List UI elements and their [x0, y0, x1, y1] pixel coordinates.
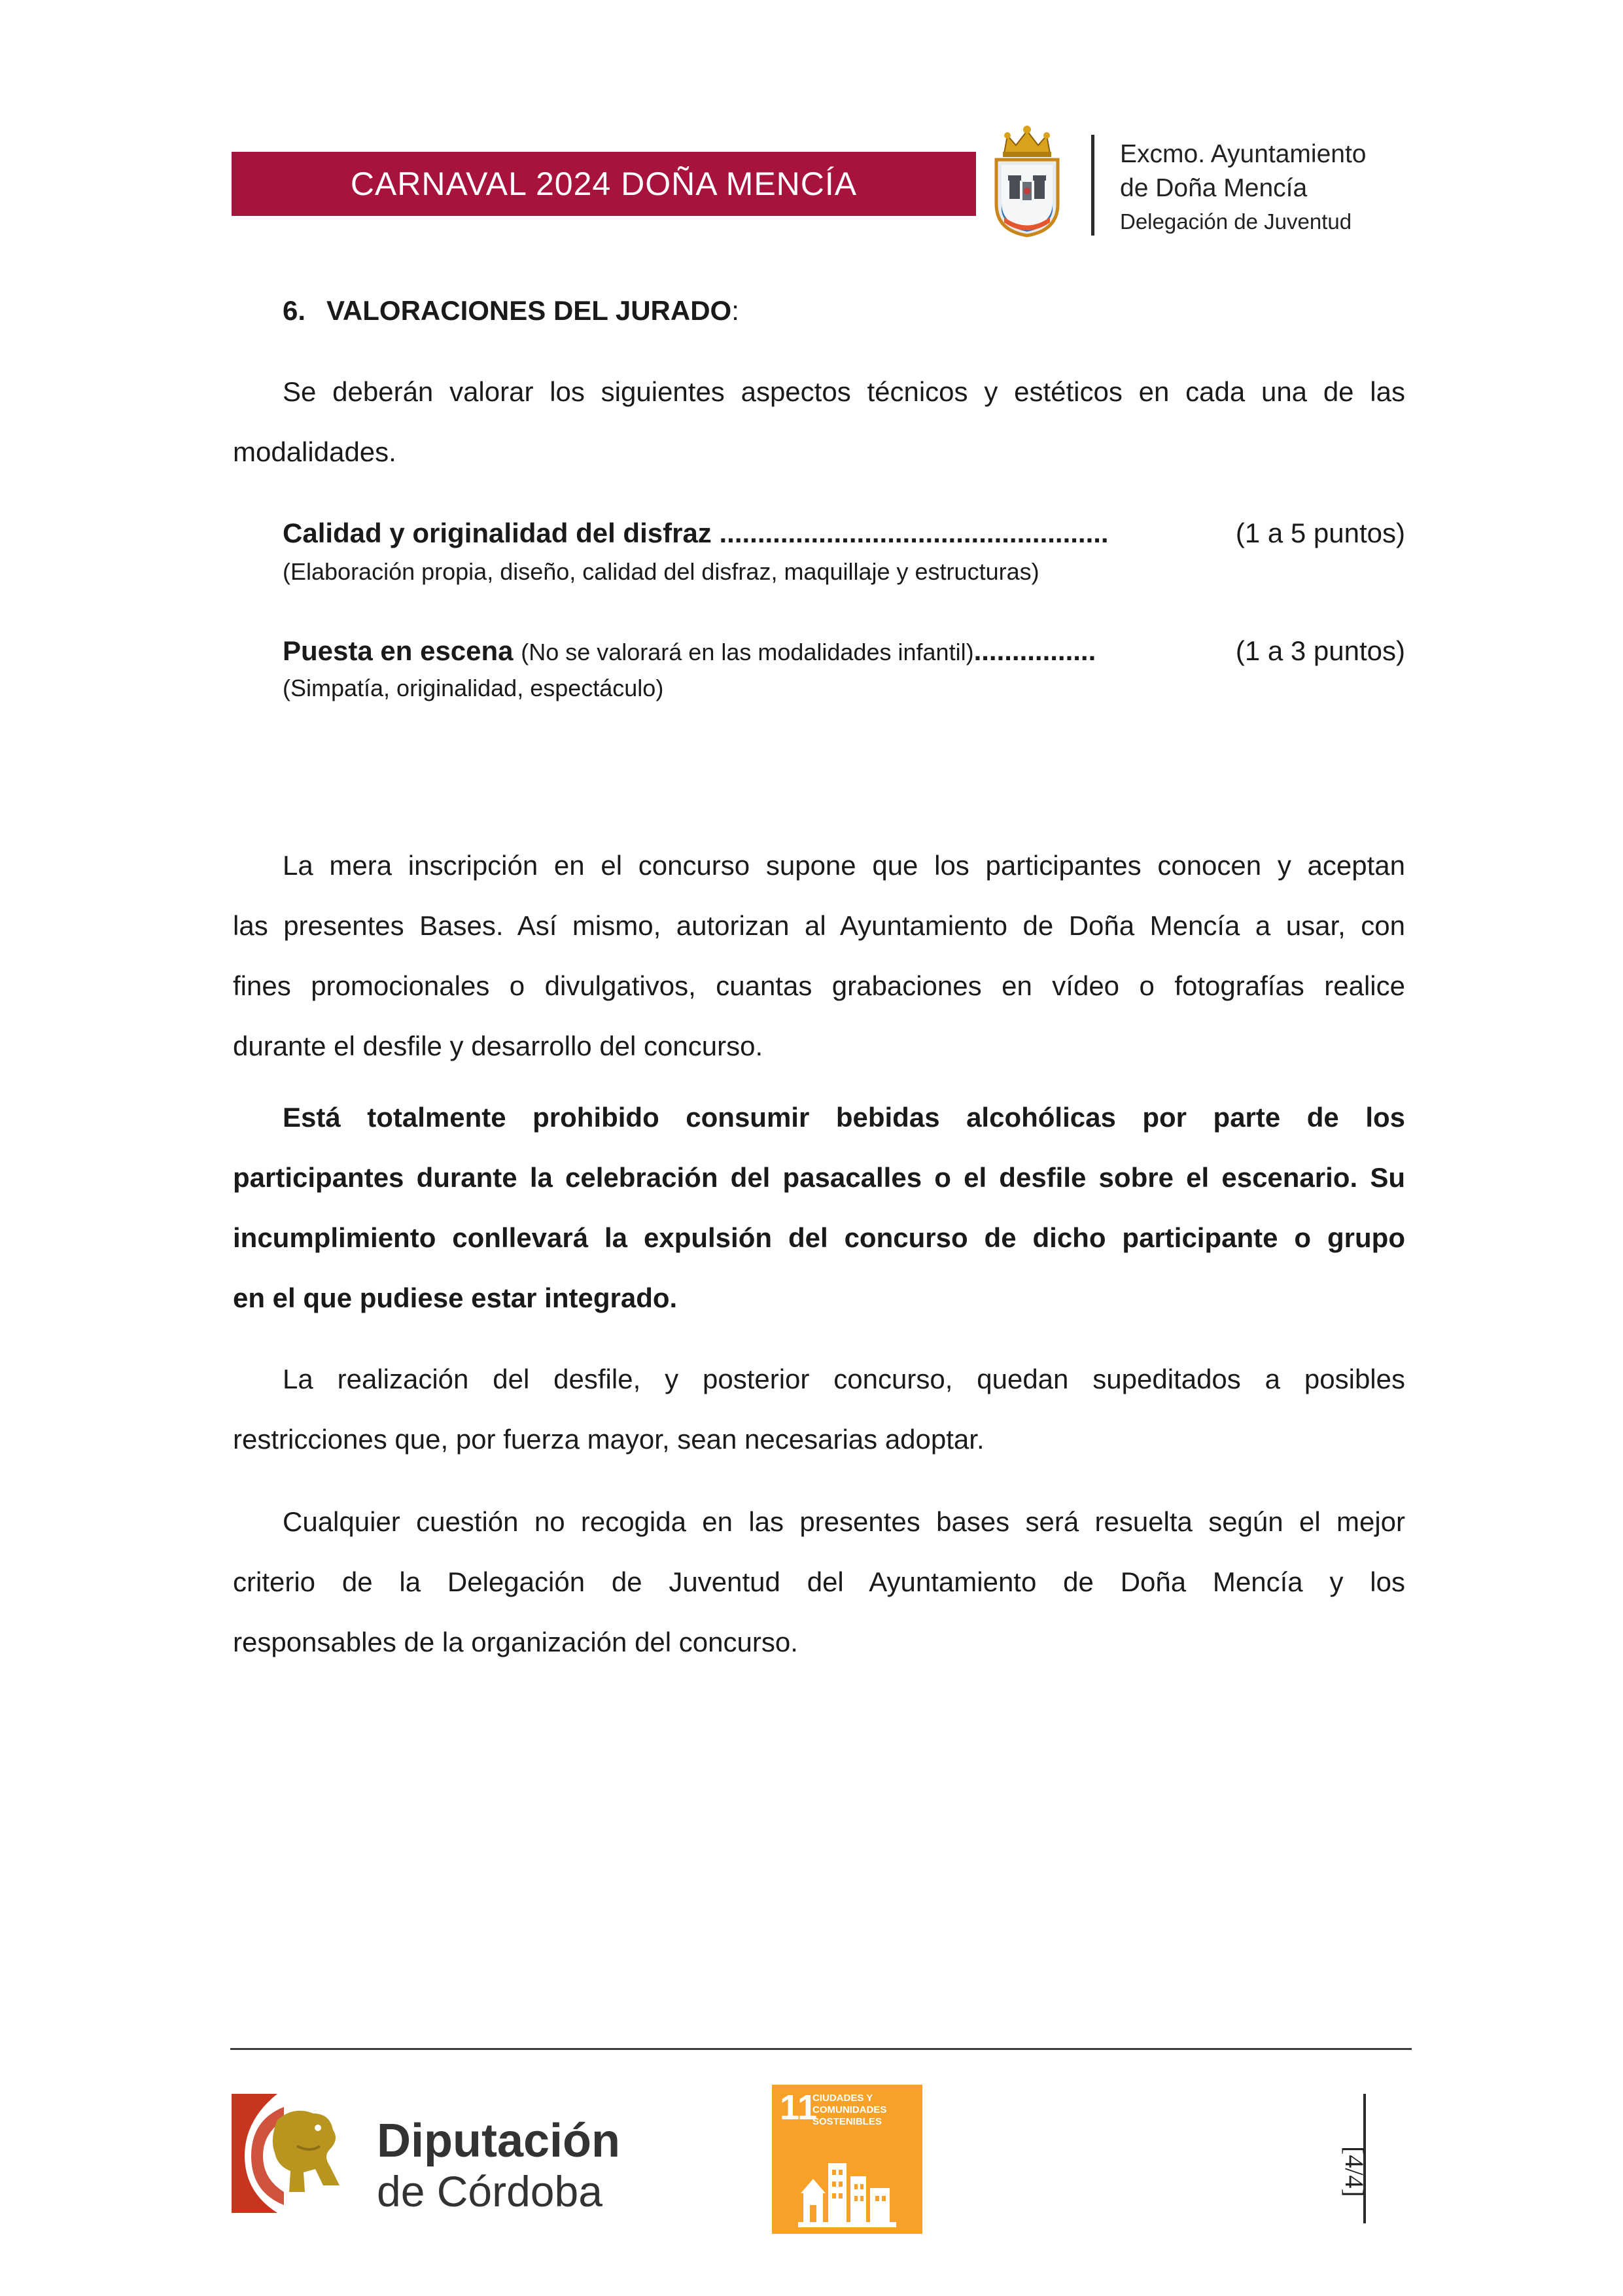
org-name-line1: Excmo. Ayuntamiento — [1120, 140, 1367, 168]
paragraph-alcohol-prohibition — [233, 1087, 1405, 1328]
criterion-1-points: (1 a 5 puntos) — [1235, 518, 1405, 548]
page-number: [4/4] — [1340, 2146, 1369, 2197]
paragraph-line: en el que pudiese estar integrado. — [233, 1282, 678, 1313]
diputacion-name — [377, 2115, 620, 2216]
paragraph-line: La realización del desfile, y posterior concurso, quedan supeditados a posibles — [283, 1364, 1405, 1394]
paragraph-line: restricciones que, por fuerza mayor, sean necesarias adoptar. — [233, 1424, 985, 1455]
criterion-2-name: Puesta en escena — [283, 635, 514, 666]
criterion-2-detail: (Simpatía, originalidad, espectáculo) — [283, 675, 664, 701]
section-title: VALORACIONES DEL JURADO — [326, 295, 732, 326]
criterion-row-1 — [283, 517, 1405, 550]
banner-title: CARNAVAL 2024 DOÑA MENCÍA — [350, 166, 858, 202]
footer-divider — [230, 2048, 1412, 2050]
paragraph-other-questions — [233, 1492, 1405, 1672]
paragraph-line: Está totalmente prohibido consumir bebidas alcohólicas por parte de los — [283, 1102, 1405, 1133]
diputacion-line1: Diputación — [377, 2115, 620, 2167]
diputacion-lion-logo-icon — [232, 2094, 349, 2213]
criterion-2-points: (1 a 3 puntos) — [1235, 635, 1405, 666]
section-number: 6. — [283, 295, 306, 326]
intro-line-2: modalidades. — [233, 436, 396, 467]
paragraph-line: La mera inscripción en el concurso supone que los participantes conocen y aceptan — [283, 850, 1405, 881]
diputacion-line2: de Córdoba — [377, 2167, 602, 2216]
sustainable-cities-icon — [798, 2150, 896, 2227]
sdg-number: 11 — [780, 2088, 818, 2127]
sdg-11-badge — [772, 2085, 922, 2234]
paragraph-line: participantes durante la celebración del pasacalles o el desfile sobre el escenario. Su — [233, 1162, 1405, 1193]
paragraph-line: durante el desfile y desarrollo del concurso. — [233, 1031, 763, 1061]
criterion-2-label — [283, 635, 1096, 669]
criterion-2-note: (No se valorará en las modalidades infantil) — [521, 639, 974, 665]
paragraph-restrictions — [233, 1349, 1405, 1470]
criterion-1-detail: (Elaboración propia, diseño, calidad del disfraz, maquillaje y estructuras) — [283, 558, 1039, 585]
paragraph-line: criterio de la Delegación de Juventud del Ayuntamiento de Doña Mencía y los — [233, 1566, 1405, 1597]
criterion-1-name: Calidad y originalidad del disfraz — [283, 518, 712, 548]
header-separator — [1091, 135, 1094, 236]
criterion-row-2 — [283, 635, 1405, 669]
criterion-1-leader-dots: ................................................... — [711, 518, 1109, 548]
criterion-1-label — [283, 517, 1109, 550]
section-title-colon: : — [731, 295, 739, 326]
paragraph-line: responsables de la organización del concurso. — [233, 1627, 798, 1657]
paragraph-line: fines promocionales o divulgativos, cuantas grabaciones en vídeo o fotografías realice — [233, 970, 1405, 1001]
paragraph-line: incumplimiento conllevará la expulsión del concurso de dicho participante o grupo — [233, 1222, 1405, 1253]
org-name-line2: de Doña Mencía — [1120, 174, 1308, 202]
document-title-banner — [232, 152, 976, 216]
paragraph-line: Cualquier cuestión no recogida en las presentes bases será resuelta según el mejor — [283, 1506, 1405, 1537]
organization-block — [1120, 137, 1366, 238]
org-department: Delegación de Juventud — [1120, 209, 1352, 234]
sdg-label: CIUDADES Y COMUNIDADES SOSTENIBLES — [812, 2093, 887, 2127]
section-heading — [283, 294, 739, 327]
criterion-2-leader-dots: ................ — [973, 635, 1096, 666]
intro-line-1: Se deberán valorar los siguientes aspectos técnicos y estéticos en cada una de las — [283, 376, 1405, 407]
paragraph-inscription — [233, 836, 1405, 1076]
paragraph-line: las presentes Bases. Así mismo, autorizan al Ayuntamiento de Doña Mencía a usar, con — [233, 910, 1405, 941]
municipal-crest-icon — [985, 119, 1070, 240]
